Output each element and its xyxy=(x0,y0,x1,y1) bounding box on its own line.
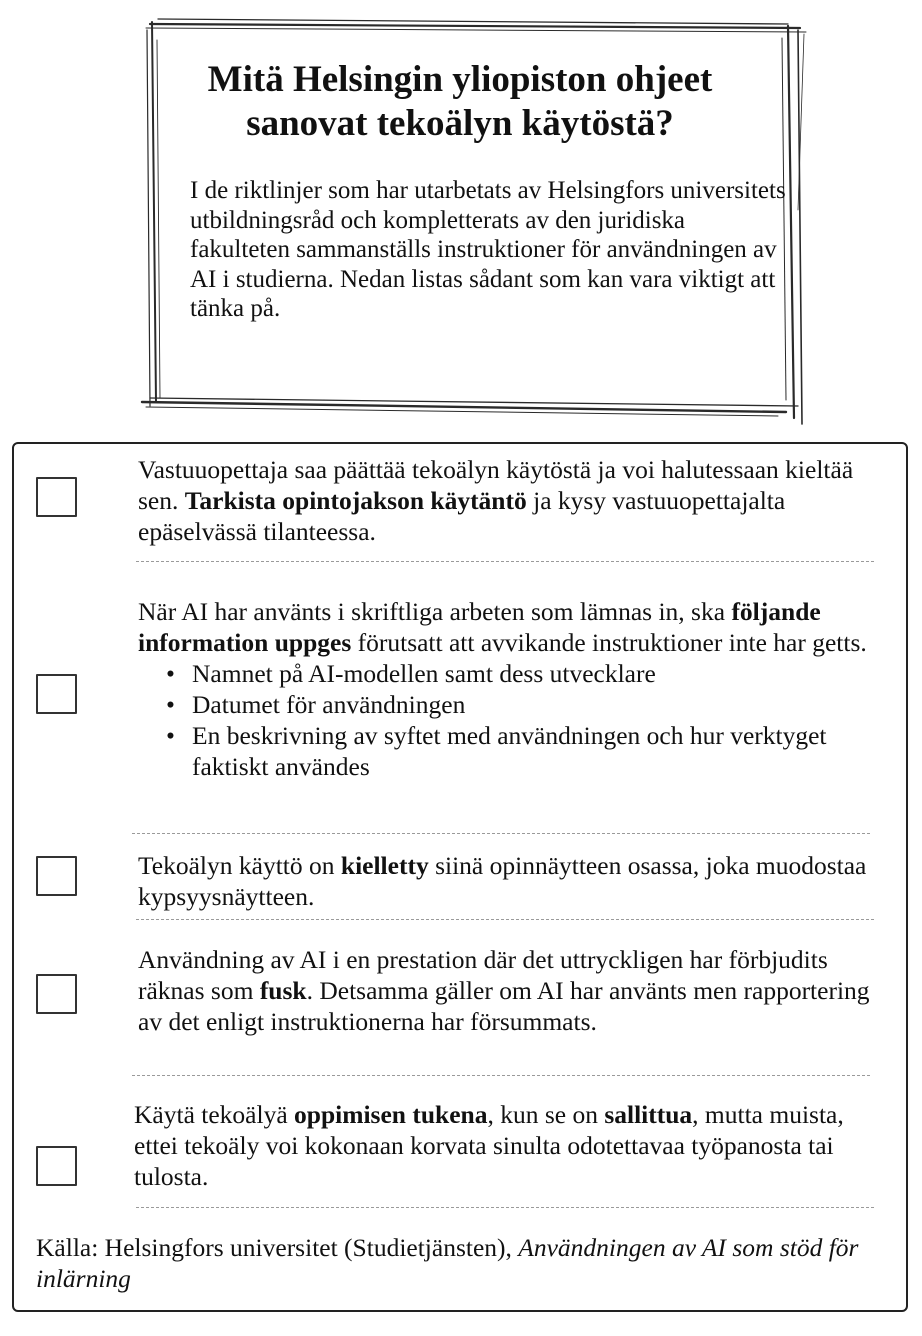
checklist-item-3-text xyxy=(138,850,878,912)
item-2-text-after: förutsatt att avvikande instruktioner inte har getts. xyxy=(351,628,867,657)
page-title xyxy=(150,58,770,146)
title-line-1: Mitä Helsingin yliopiston ohjeet xyxy=(207,59,713,100)
item-2-bold: följande information uppges xyxy=(138,597,821,657)
separator-3 xyxy=(136,919,874,920)
item-5-text-before: Käytä tekoälyä xyxy=(134,1100,295,1129)
separator-1 xyxy=(136,561,874,562)
bullet-item-3: • En beskrivning av syftet med användningen och hur verktyget faktiskt användes xyxy=(192,720,878,782)
separator-2 xyxy=(132,833,870,834)
item-2-text-before: När AI har använts i skriftliga arbeten som lämnas in, ska xyxy=(138,597,732,626)
checklist-item-4-text xyxy=(138,944,874,1037)
item-3-text-before: Tekoälyn käyttö on xyxy=(138,851,341,880)
item-4-text-before: Användning av AI i en prestation där det uttryckligen har förbjudits räknas som xyxy=(138,945,828,1005)
separator-4 xyxy=(132,1075,870,1076)
title-line-2: sanovat tekoälyn käytöstä? xyxy=(246,103,674,144)
item-5-text-after: , mutta muista, ettei tekoäly voi kokonaan korvata sinulta odotettavaa työpanosta tai tulosta. xyxy=(134,1100,844,1191)
source-prefix: Källa: Helsingfors universitet (Studietjänsten), xyxy=(36,1233,519,1262)
checkbox-item-1[interactable] xyxy=(36,477,77,517)
item-5-bold: oppimisen tukena xyxy=(294,1100,488,1129)
item-1-text-after: ja kysy vastuuopettajalta epäselvässä tilanteessa. xyxy=(138,486,786,546)
item-4-text-after: . Detsamma gäller om AI har använts men rapportering av det enligt instruktionerna har försummats. xyxy=(138,976,870,1036)
checklist-item-1-text xyxy=(138,454,878,547)
checkbox-item-5[interactable] xyxy=(36,1146,77,1186)
item-2-bullet-list xyxy=(138,658,878,782)
bullet-item-2: • Datumet för användningen xyxy=(192,689,878,720)
checkbox-item-4[interactable] xyxy=(36,974,77,1014)
source-citation xyxy=(36,1232,876,1294)
separator-5 xyxy=(136,1207,874,1208)
checkbox-item-2[interactable] xyxy=(36,674,77,714)
checklist-item-5-text xyxy=(134,1099,874,1192)
item-3-text-after: siinä opinnäytteen osassa, joka muodostaa kypsyysnäytteen. xyxy=(138,851,867,911)
item-5-bold-2: sallittua xyxy=(604,1100,693,1129)
intro-text: I de riktlinjer som har utarbetats av Helsingfors universitets utbildningsråd och kompletterats av den juridiska fakulteten sammanställs instruktioner för användningen av AI i studierna. Nedan listas sådant som kan vara viktigt att tänka på. xyxy=(190,177,786,322)
item-4-bold: fusk xyxy=(259,976,307,1005)
item-1-bold: Tarkista opintojakson käytäntö xyxy=(184,486,527,515)
item-3-bold: kielletty xyxy=(340,851,429,880)
item-5-text-mid: , kun se on xyxy=(487,1100,605,1129)
checkbox-item-3[interactable] xyxy=(36,856,77,896)
bullet-item-1: • Namnet på AI-modellen samt dess utvecklare xyxy=(192,658,878,689)
item-1-text-before: Vastuuopettaja saa päättää tekoälyn käytöstä ja voi halutessaan kieltää sen. xyxy=(138,455,854,515)
checklist-item-2-text xyxy=(138,596,878,782)
source-title: Användningen av AI som stöd för inlärning xyxy=(36,1233,859,1293)
